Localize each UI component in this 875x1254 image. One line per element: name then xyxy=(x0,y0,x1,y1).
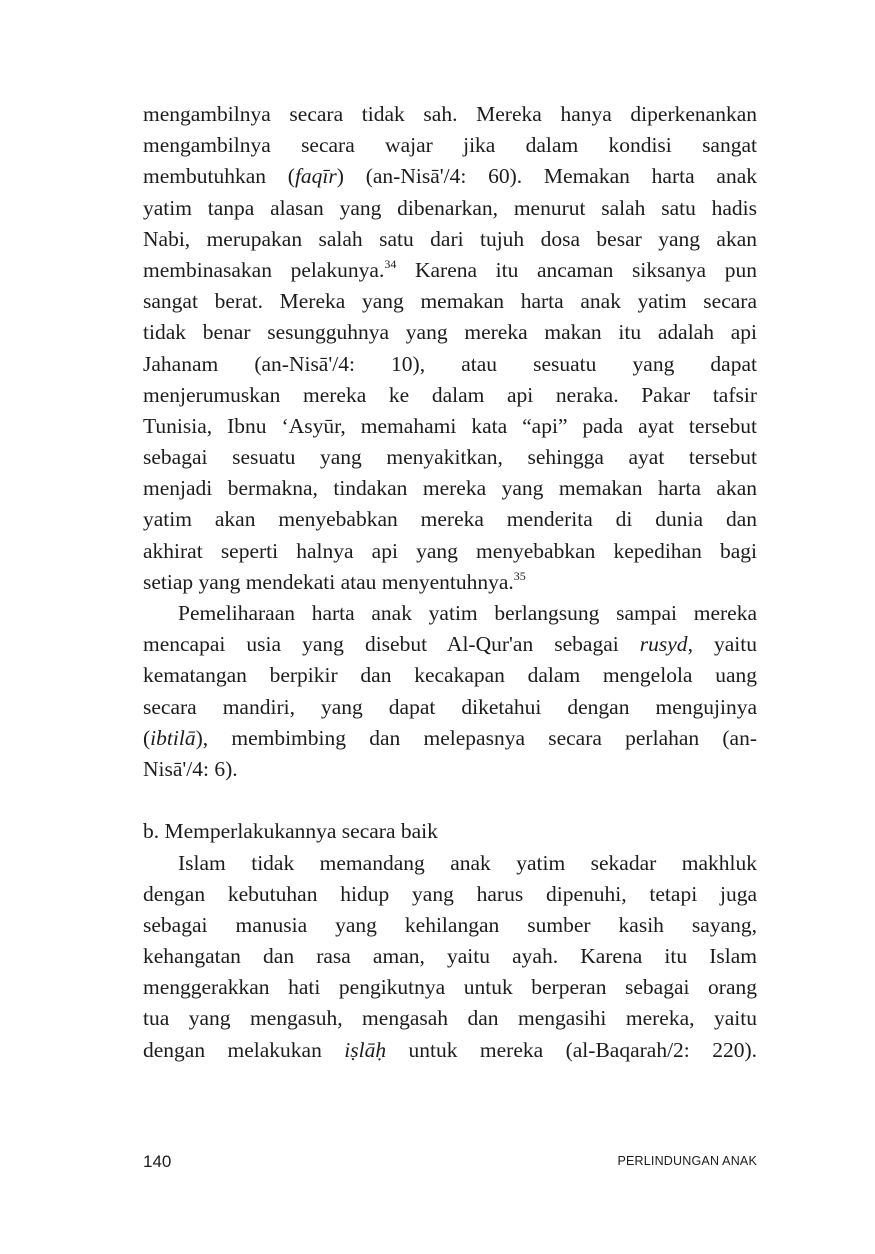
text-line: menggerakkan hati pengikutnya untuk berperan sebagai orang xyxy=(143,975,757,1000)
page-footer xyxy=(143,1152,757,1176)
text-line: sebagai manusia yang kehilangan sumber kasih sayang, xyxy=(143,912,757,937)
text-line: tidak benar sesungguhnya yang mereka makan itu adalah api xyxy=(143,320,757,345)
text-line: akhirat seperti halnya api yang menyebabkan kepedihan bagi xyxy=(143,538,757,563)
text-line: mengambilnya secara tidak sah. Mereka hanya diperkenankan xyxy=(143,102,757,126)
text-line: sangat berat. Mereka yang memakan harta anak yatim secara xyxy=(143,289,757,314)
text-line: menjadi bermakna, tindakan mereka yang memakan harta akan xyxy=(143,476,757,501)
text-line: Jahanam (an-Nisā'/4: 10), atau sesuatu yang dapat xyxy=(143,351,757,376)
text-line: Nisā'/4: 6). xyxy=(143,756,238,781)
text-run: setiap yang mendekati atau menyentuhnya. xyxy=(143,569,514,594)
text-run: membinasakan pelakunya. xyxy=(143,257,385,282)
text-run: ) (an-Nisā'/4: 60). Memakan harta anak xyxy=(336,164,757,189)
body-text xyxy=(143,99,757,1066)
text-run: dengan melakukan xyxy=(143,1037,345,1062)
text-run: untuk mereka (al-Baqarah/2: 220). xyxy=(386,1037,757,1062)
running-title: PERLINDUNGAN ANAK xyxy=(617,1154,757,1168)
text-line: yatim akan menyebabkan mereka menderita di dunia dan xyxy=(143,507,757,532)
text-line: Islam tidak memandang anak yatim sekadar makhluk xyxy=(178,850,757,875)
text-line: Pemeliharaan harta anak yatim berlangsung sampai mereka xyxy=(178,601,757,625)
footnote-ref: 35 xyxy=(513,568,526,583)
text-line xyxy=(143,161,757,192)
footnote-ref: 34 xyxy=(384,256,397,271)
text-line xyxy=(143,723,757,754)
paragraph-gap xyxy=(143,785,757,816)
text-line xyxy=(143,1035,757,1066)
text-run: membutuhkan ( xyxy=(143,164,295,189)
text-run: , yaitu xyxy=(687,632,757,657)
text-line: tua yang mengasuh, mengasah dan mengasihi mereka, yaitu xyxy=(143,1006,757,1031)
text-run: Karena itu ancaman siksanya pun xyxy=(396,257,757,282)
text-run: ( xyxy=(143,725,151,750)
text-line: kehangatan dan rasa aman, yaitu ayah. Karena itu Islam xyxy=(143,944,757,969)
text-line: menjerumuskan mereka ke dalam api neraka. Pakar tafsir xyxy=(143,382,757,407)
text-line: mengambilnya secara wajar jika dalam kondisi sangat xyxy=(143,133,757,158)
text-line xyxy=(143,255,757,286)
page-number: 140 xyxy=(143,1152,172,1171)
text-line: b. Memperlakukannya secara baik xyxy=(143,819,438,844)
italic-term: ibtilā xyxy=(150,725,196,750)
text-line: sebagai sesuatu yang menyakitkan, sehingga ayat tersebut xyxy=(143,445,757,470)
italic-term: iṣlāḥ xyxy=(344,1037,387,1062)
text-line: Tunisia, Ibnu ‘Asyūr, memahami kata “api” pada ayat tersebut xyxy=(143,413,757,438)
text-line: yatim tanpa alasan yang dibenarkan, menurut salah satu hadis xyxy=(143,195,757,220)
text-line: Nabi, merupakan salah satu dari tujuh dosa besar yang akan xyxy=(143,226,757,251)
text-run: ), membimbing dan melepasnya secara perlahan (an- xyxy=(195,725,757,750)
italic-term: rusyd xyxy=(639,632,688,657)
text-line: secara mandiri, yang dapat diketahui dengan mengujinya xyxy=(143,694,757,719)
text-line: kematangan berpikir dan kecakapan dalam mengelola uang xyxy=(143,663,757,688)
text-line xyxy=(143,629,757,660)
italic-term: faqīr xyxy=(294,164,337,189)
text-run: mencapai usia yang disebut Al-Qur'an sebagai xyxy=(143,632,640,657)
text-line xyxy=(143,567,757,598)
text-line: dengan kebutuhan hidup yang harus dipenuhi, tetapi juga xyxy=(143,881,757,906)
